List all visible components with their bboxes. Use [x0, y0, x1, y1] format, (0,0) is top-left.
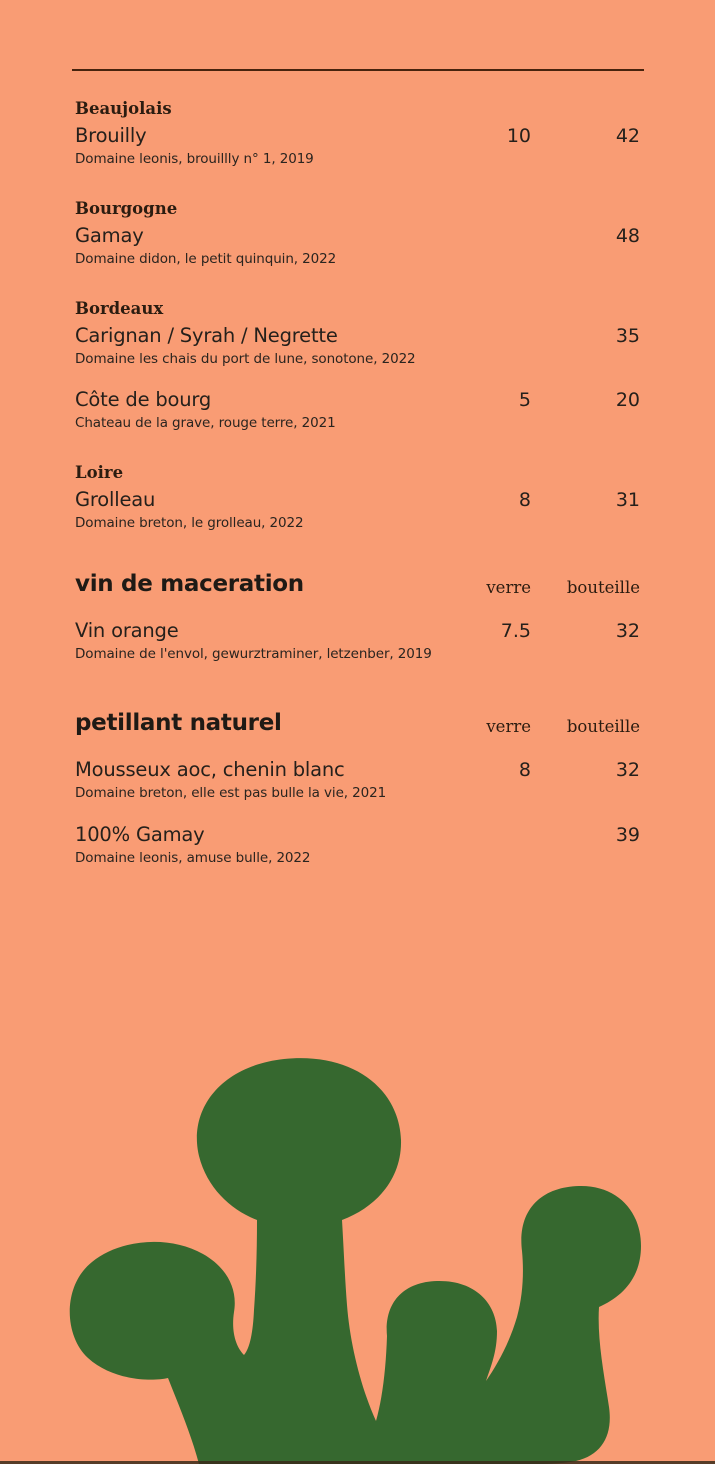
column-label-verre: verre: [486, 578, 531, 597]
price-bouteille: 48: [615, 225, 640, 247]
wine-name: Brouilly: [75, 124, 147, 147]
wine-name: Côte de bourg: [75, 388, 212, 411]
wine-description: Domaine breton, le grolleau, 2022: [75, 515, 304, 531]
wine-entry: [75, 823, 640, 867]
price-verre: 5: [518, 389, 531, 411]
wine-name: Carignan / Syrah / Negrette: [75, 324, 338, 347]
wine-name: 100% Gamay: [75, 823, 205, 846]
titled-sections: [75, 570, 640, 867]
price-bouteille: 31: [615, 489, 640, 511]
wine-description: Domaine leonis, amuse bulle, 2022: [75, 850, 311, 866]
price-bouteille: 42: [615, 125, 640, 147]
wine-row: [75, 388, 640, 413]
section-title: vin de maceration: [75, 571, 304, 597]
wine-entry: [75, 388, 640, 432]
section-wines: [75, 758, 640, 867]
wine-entry: [75, 99, 640, 168]
wine-description: Chateau de la grave, rouge terre, 2021: [75, 415, 336, 431]
region-label: Loire: [75, 463, 124, 482]
section-title-row: [75, 570, 640, 600]
regional-wine-list: [75, 99, 640, 532]
wine-description: Domaine didon, le petit quinquin, 2022: [75, 251, 337, 267]
column-label-bouteille: bouteille: [566, 717, 640, 736]
wine-row: [75, 758, 640, 783]
price-verre: 8: [518, 759, 531, 781]
top-rule: [72, 69, 644, 71]
price-bouteille: 20: [615, 389, 640, 411]
wine-row: [75, 124, 640, 149]
column-label-bouteille: bouteille: [566, 578, 640, 597]
wine-row: [75, 823, 640, 848]
price-bouteille: 35: [615, 325, 640, 347]
column-label-verre: verre: [486, 717, 531, 736]
seaweed-graphic: [0, 1014, 715, 1464]
wine-name: Vin orange: [75, 619, 179, 642]
wine-description: Domaine de l'envol, gewurztraminer, letzenber, 2019: [75, 646, 432, 662]
wine-description: Domaine les chais du port de lune, sonotone, 2022: [75, 351, 416, 367]
wine-entry: [75, 463, 640, 532]
menu-content: [75, 99, 640, 867]
section-wines: [75, 619, 640, 663]
wine-name: Gamay: [75, 224, 144, 247]
wine-entry: [75, 619, 640, 663]
wine-description: Domaine leonis, brouillly n° 1, 2019: [75, 151, 314, 167]
wine-entry: [75, 299, 640, 368]
price-verre: 10: [506, 125, 531, 147]
price-verre: 8: [518, 489, 531, 511]
price-verre: 7.5: [500, 620, 531, 642]
wine-name: Grolleau: [75, 488, 156, 511]
menu-section: [75, 570, 640, 663]
wine-row: [75, 224, 640, 249]
wine-row: [75, 488, 640, 513]
wine-name: Mousseux aoc, chenin blanc: [75, 758, 345, 781]
section-title-row: [75, 709, 640, 739]
region-label: Bordeaux: [75, 299, 164, 318]
region-label: Beaujolais: [75, 99, 172, 118]
price-bouteille: 32: [615, 759, 640, 781]
wine-row: [75, 324, 640, 349]
wine-description: Domaine breton, elle est pas bulle la vie, 2021: [75, 785, 387, 801]
wine-entry: [75, 199, 640, 268]
region-label: Bourgogne: [75, 199, 178, 218]
price-bouteille: 39: [615, 824, 640, 846]
menu-section: [75, 709, 640, 867]
price-bouteille: 32: [615, 620, 640, 642]
section-title: petillant naturel: [75, 710, 282, 736]
wine-row: [75, 619, 640, 644]
wine-entry: [75, 758, 640, 802]
